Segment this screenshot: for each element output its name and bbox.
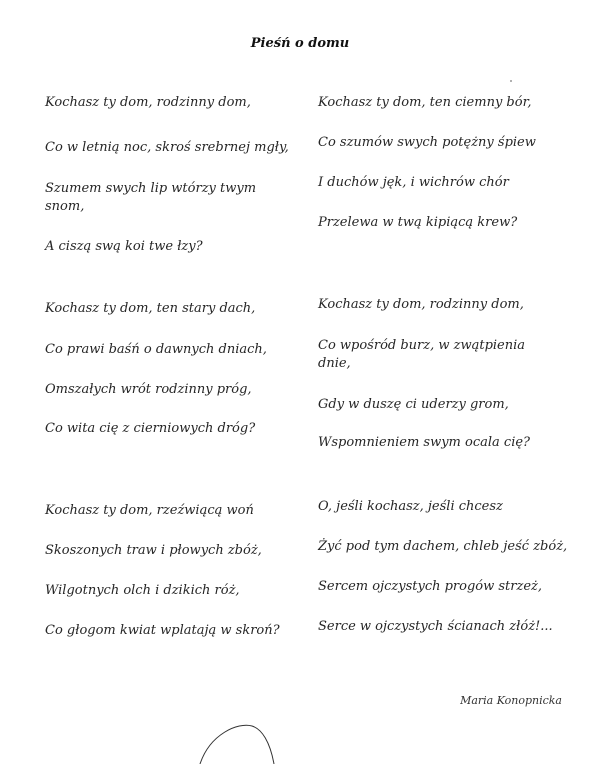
poem-line: Sercem ojczystych progów strzeż,	[318, 579, 543, 594]
poem-line: Serce w ojczystych ścianach złóż!...	[318, 619, 553, 634]
poem-line: O, jeśli kochasz, jeśli chcesz	[318, 499, 503, 514]
author-signature: Maria Konopnicka	[460, 694, 562, 707]
poem-line: Omszałych wrót rodzinny próg,	[45, 382, 252, 397]
scan-speck	[510, 80, 512, 82]
poem-line: Skoszonych traw i płowych zbóż,	[45, 543, 262, 558]
poem-line: Co w letnią noc, skroś srebrnej mgły,	[45, 140, 289, 155]
poem-line: Kochasz ty dom, ten ciemny bór,	[318, 95, 532, 110]
decorative-arc	[196, 720, 286, 764]
poem-line: Co prawi baśń o dawnych dniach,	[45, 342, 267, 357]
poem-line: A ciszą swą koi twe łzy?	[45, 239, 203, 254]
poem-line: I duchów jęk, i wichrów chór	[318, 175, 509, 190]
poem-line: Żyć pod tym dachem, chleb jeść zbóż,	[318, 539, 568, 554]
poem-line: Wspomnieniem swym ocala cię?	[318, 435, 531, 450]
poem-line: Kochasz ty dom, rodzinny dom,	[318, 297, 524, 312]
poem-line: Co wpośród burz, w zwątpienia dnie,	[318, 338, 526, 371]
poem-line: Kochasz ty dom, rodzinny dom,	[45, 95, 251, 110]
poem-line: Kochasz ty dom, ten stary dach,	[45, 301, 256, 316]
poem-line: Co szumów swych potężny śpiew	[318, 135, 536, 150]
page-title: Pieśń o domu	[250, 36, 350, 51]
poem-line: Gdy w duszę ci uderzy grom,	[318, 397, 509, 412]
poem-line: Wilgotnych olch i dzikich róż,	[45, 583, 240, 598]
poem-line: Co wita cię z cierniowych dróg?	[45, 421, 256, 436]
poem-line: Szumem swych lip wtórzy twym snom,	[45, 181, 257, 214]
poem-line: Kochasz ty dom, rzeźwiącą woń	[45, 503, 254, 518]
poem-line: Co głogom kwiat wplatają w skroń?	[45, 623, 280, 638]
poem-line: Przelewa w twą kipiącą krew?	[318, 215, 518, 230]
